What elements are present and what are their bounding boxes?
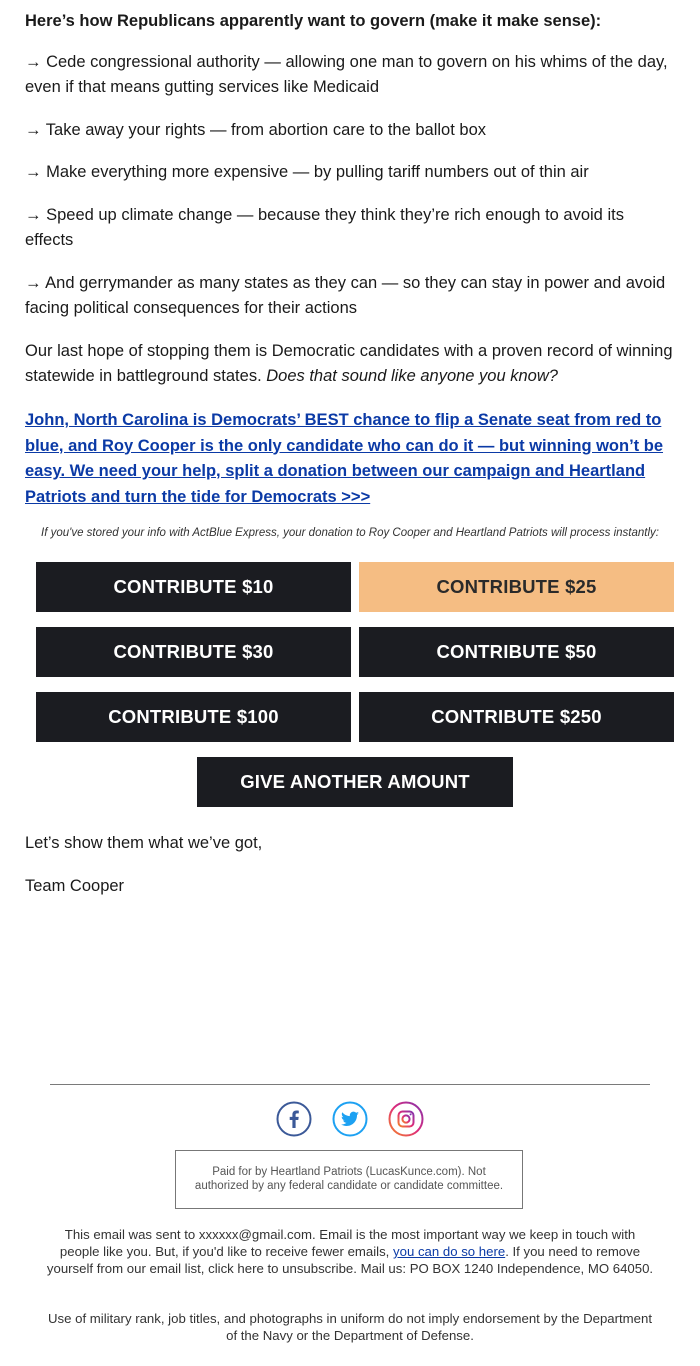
hope-question: Does that sound like anyone you know? — [266, 367, 558, 385]
contribute-30-button[interactable]: CONTRIBUTE $30 — [36, 627, 351, 677]
contribute-50-button[interactable]: CONTRIBUTE $50 — [359, 627, 674, 677]
fewer-emails-link[interactable]: you can do so here — [393, 1244, 506, 1259]
signoff-line: Let’s show them what we’ve got, — [25, 834, 263, 852]
paid-for-disclaimer: Paid for by Heartland Patriots (LucasKunce.com). Not authorized by any federal candidate or candidate committee. — [175, 1150, 523, 1209]
contribute-100-button[interactable]: CONTRIBUTE $100 — [36, 692, 351, 742]
bullet-item: → Speed up climate change — because they think they’re rich enough to avoid its effects — [25, 206, 624, 249]
footer-sent-notice — [45, 1226, 655, 1277]
contribute-250-button[interactable]: CONTRIBUTE $250 — [359, 692, 674, 742]
give-another-amount-button[interactable]: GIVE ANOTHER AMOUNT — [197, 757, 513, 807]
bullet-item: → Take away your rights — from abortion care to the ballot box — [25, 121, 487, 139]
email-heading: Here’s how Republicans apparently want to govern (make it make sense): — [25, 12, 602, 30]
bullet-item: → And gerrymander as many states as they can — so they can stay in power and avoid facing political consequences for their actions — [25, 274, 666, 317]
twitter-icon[interactable] — [332, 1101, 368, 1137]
facebook-icon[interactable] — [276, 1101, 312, 1137]
instagram-icon[interactable] — [388, 1101, 424, 1137]
bullet-item: → Cede congressional authority — allowing one man to govern on his whims of the day, even if that means gutting services like Medicaid — [25, 53, 668, 96]
footer-sent-suffix: . If you need to remove yourself from our email list, click here to unsubscribe. Mail us: PO BOX 1240 Independence, MO 64050. — [46, 1244, 654, 1276]
footer-divider — [50, 1084, 650, 1085]
bullet-item: → Make everything more expensive — by pulling tariff numbers out of thin air — [25, 163, 589, 181]
hope-text: Our last hope of stopping them is Democratic candidates with a proven record of winning statewide in battleground states. — [25, 342, 673, 385]
donate-cta-link[interactable]: John, North Carolina is Democrats’ BEST chance to flip a Senate seat from red to blue, and Roy Cooper is the only candidate who can do it — but winning won’t be easy. We need your help, split a donation between our campaign and Heartland Patriots and turn the tide for Democrats >>> — [25, 411, 664, 506]
contribute-25-button[interactable]: CONTRIBUTE $25 — [359, 562, 674, 612]
footer-sent-mid: . Email is the most important way we keep in touch with people like you. But, if you'd like to receive fewer emails, — [59, 1227, 636, 1259]
contribute-10-button[interactable]: CONTRIBUTE $10 — [36, 562, 351, 612]
recipient-email: xxxxxx@gmail.com — [198, 1227, 312, 1242]
hope-paragraph — [25, 339, 675, 389]
military-disclaimer: Use of military rank, job titles, and photographs in uniform do not imply endorsement by the Department of the Navy or the Department of Defense. — [48, 1311, 652, 1343]
footer-sent-prefix: This email was sent to — [64, 1227, 199, 1242]
actblue-express-note: If you've stored your info with ActBlue Express, your donation to Roy Cooper and Heartland Patriots will process instantly: — [41, 527, 659, 539]
signoff-name: Team Cooper — [25, 877, 125, 895]
